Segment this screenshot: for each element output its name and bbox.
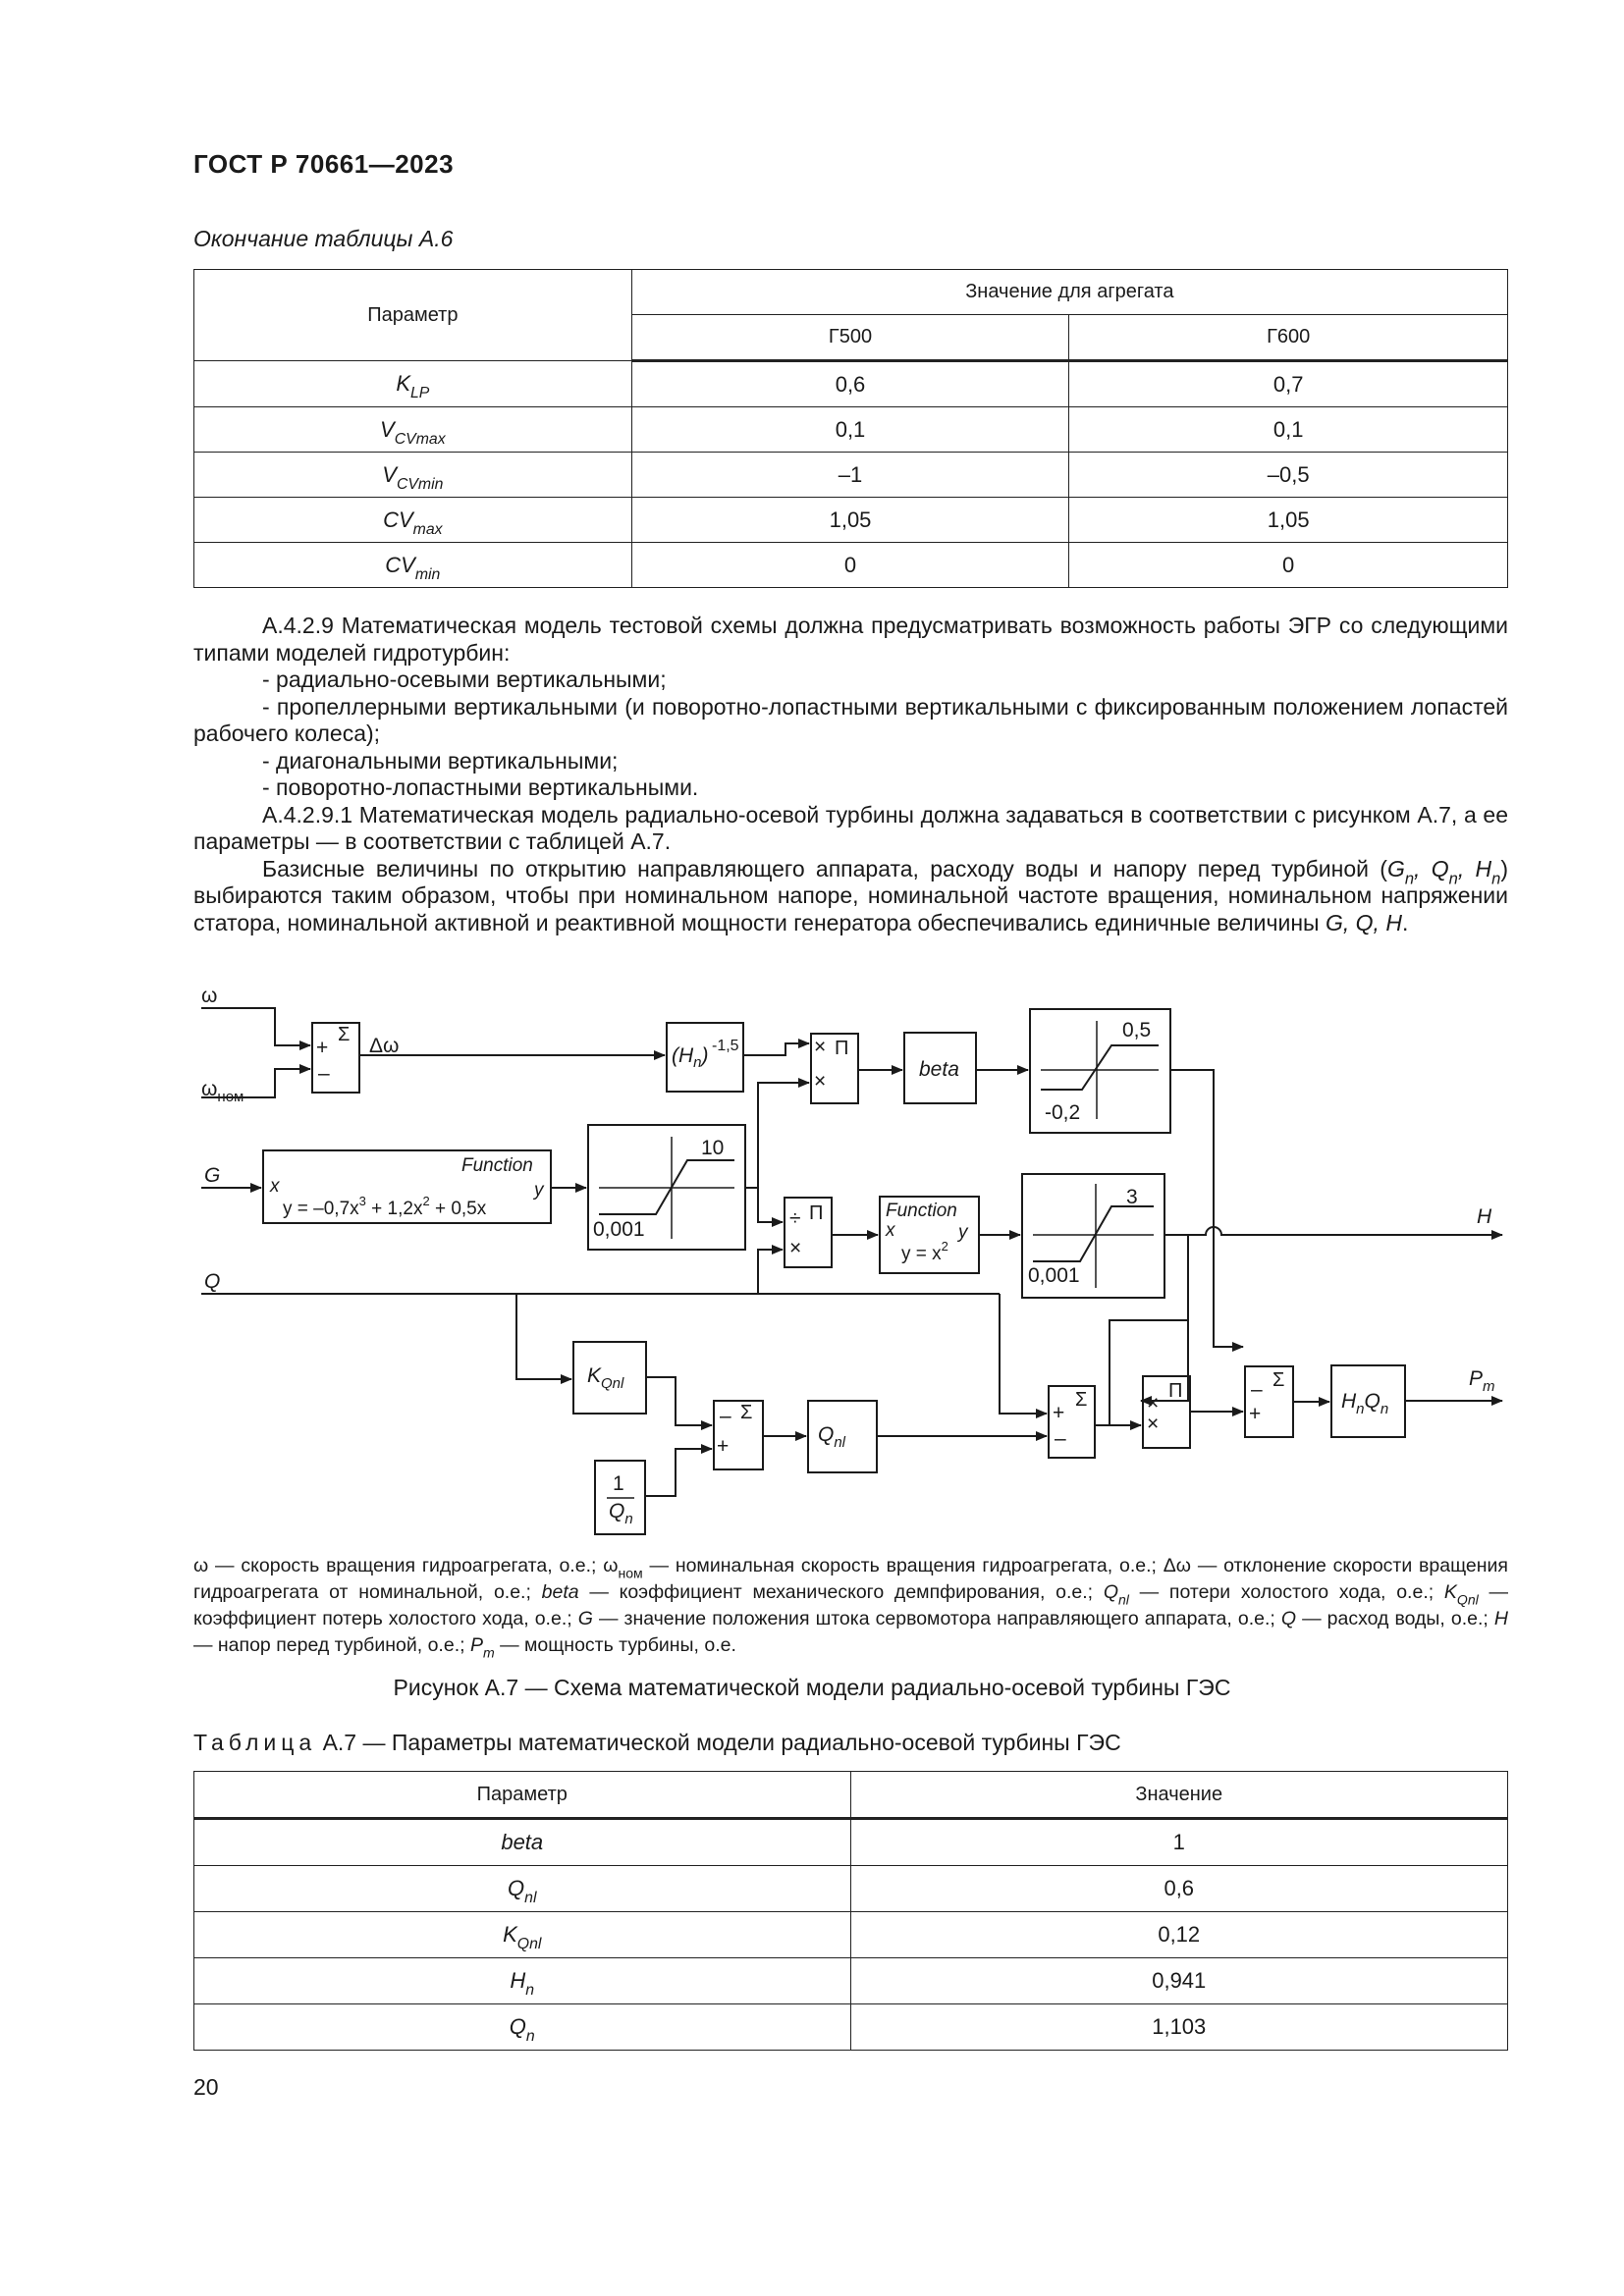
svg-text:×: ×	[1147, 1413, 1160, 1435]
svg-text:Qnl: $Q_{nl}$	[818, 1423, 846, 1451]
paragraph-base-values: Базисные величины по открытию направляющего аппарата, расходу воды и напору перед турбиной ($G_n$, $Q_n$, $H_n$) выбираются таким образом, чтобы при номинальном напоре, номинальной частоте вращения, номинальном напряжении статора, номинальной активной и реактивной мощности генератора обеспечивались единичные величины G, Q, H.	[193, 855, 1508, 935]
col-header-g500: Г500	[631, 315, 1069, 361]
svg-text:x: x	[270, 1176, 280, 1197]
svg-text:×: ×	[1147, 1392, 1160, 1415]
figure-legend: ω — скорость вращения гидроагрегата, о.е.; $\omega_{ном}$ — номинальная скорость вращения гидроагрегата, о.е.; Δω — отклонение скорости вращения гидроагрегата от номинальной, о.е.; beta — коэффициент механического демпфирования, о.е.; $Q_{nl}$ — потери холостого хода, о.е.; $K_{Qnl}$ — коэффициент потерь холостого хода, о.е.; G — значение положения штока сервомотора направляющего аппарата, о.е.; Q — расход воды, о.е.; H — напор перед турбиной, о.е.; $P_m$ — мощность турбины, о.е.	[193, 1555, 1509, 1661]
svg-text:Qn: $Q_n$	[609, 1500, 633, 1527]
omega-nom-label: $\omega_{ном}$	[201, 1078, 244, 1105]
svg-text:Π: Π	[1168, 1380, 1183, 1402]
omega-label: ω	[201, 985, 218, 1007]
svg-text:10: 10	[701, 1137, 725, 1159]
bullet-item: - радиально-осевыми вертикальными;	[262, 667, 667, 692]
col-header-param: Параметр	[194, 270, 632, 361]
svg-text:Σ: Σ	[1272, 1369, 1285, 1391]
g-input-label: G	[204, 1164, 221, 1187]
beta-label: beta	[919, 1058, 959, 1081]
table-row: $CV_{max}$ 1,05 1,05	[194, 498, 1508, 543]
sum-block-4	[1245, 1366, 1293, 1437]
omega-line	[201, 1008, 310, 1045]
svg-text:Π: Π	[835, 1038, 849, 1059]
svg-text:1: 1	[613, 1472, 624, 1495]
table-a7-caption: Таблица А.7 — Параметры математической модели радиально-осевой турбины ГЭС	[193, 1730, 1121, 1755]
svg-text:×: ×	[814, 1070, 827, 1093]
table-row: $V_{CVmax}$ 0,1 0,1	[194, 407, 1508, 453]
col-header-param: Параметр	[194, 1772, 851, 1819]
h-output-line	[1164, 1227, 1502, 1235]
svg-text:Σ: Σ	[1075, 1389, 1088, 1411]
svg-text:Function: Function	[461, 1155, 533, 1176]
svg-text:y: y	[534, 1180, 544, 1201]
h-output-label: H	[1477, 1205, 1492, 1228]
table-row: $K_{Qnl}$ 0,12	[194, 1912, 1508, 1958]
svg-text:+: +	[1249, 1403, 1262, 1425]
document-header: ГОСТ Р 70661—2023	[193, 149, 455, 179]
col-header-value-group: Значение для агрегата	[631, 270, 1507, 315]
svg-text:-1,5: -1,5	[712, 1038, 739, 1054]
table-row: $K_{LP}$ 0,6 0,7	[194, 361, 1508, 407]
table-row: $CV_{min}$ 0 0	[194, 543, 1508, 588]
table-continuation-caption: Окончание таблицы А.6	[193, 226, 454, 251]
svg-text:3: 3	[1126, 1186, 1138, 1208]
svg-text:x: x	[886, 1220, 895, 1241]
paragraph-a429: А.4.2.9 Математическая модель тестовой схемы должна предусматривать возможность работы ЭГР со следующими типами моделей гидротурбин:	[193, 613, 1508, 666]
bullet-item: - поворотно-лопастными вертикальными.	[262, 774, 699, 800]
col-header-g600: Г600	[1069, 315, 1508, 361]
svg-text:(Hn): $(H_n)$	[672, 1044, 709, 1071]
svg-text:Σ: Σ	[338, 1024, 351, 1045]
table-row: $V_{CVmin}$ –1 –0,5	[194, 453, 1508, 498]
saturation-curve-3	[1033, 1206, 1154, 1261]
svg-text:0,5: 0,5	[1122, 1019, 1152, 1041]
svg-text:+: +	[1053, 1402, 1065, 1424]
svg-text:+: +	[717, 1435, 730, 1458]
saturation-curve-1	[1041, 1045, 1159, 1090]
svg-text:–: –	[318, 1062, 330, 1085]
table-row: beta 1	[194, 1819, 1508, 1866]
svg-text:×: ×	[814, 1036, 827, 1058]
svg-text:Σ: Σ	[740, 1402, 753, 1423]
svg-text:Function: Function	[886, 1201, 957, 1221]
svg-text:y = x2: $y = x^2$	[901, 1239, 948, 1264]
pm-output-label: $P_m$	[1469, 1367, 1495, 1395]
bullet-item: - пропеллерными вертикальными (и поворотно-лопастными вертикальными с фиксированным положением лопастей рабочего колеса);	[193, 693, 1508, 746]
svg-text:+: +	[316, 1037, 329, 1059]
col-header-value: Значение	[850, 1772, 1508, 1819]
svg-text:y: y	[958, 1222, 968, 1243]
q-input-label: Q	[204, 1270, 221, 1293]
svg-text:–: –	[1055, 1427, 1066, 1450]
svg-text:Π: Π	[809, 1202, 824, 1224]
svg-text:-0,2: -0,2	[1045, 1101, 1081, 1124]
svg-text:–: –	[1251, 1378, 1263, 1401]
delta-omega-label: Δω	[369, 1035, 400, 1057]
bullet-item: - диагональными вертикальными;	[262, 747, 619, 774]
svg-text:–: –	[720, 1405, 731, 1427]
paragraph-a4291: А.4.2.9.1 Математическая модель радиально-осевой турбины должна задаваться в соответствии с рисунком А.7, а ее параметры — в соответствии с таблицей А.7.	[193, 801, 1508, 854]
svg-text:KQnl: $K_{Qnl}$	[587, 1364, 624, 1392]
table-row: $Q_n$ 1,103	[194, 2004, 1508, 2051]
svg-text:y = –0,7x3 + 1,2x2 + 0,5x: $y = -0,7x^3 + 1,2x^2 + 0,5x$	[283, 1194, 487, 1219]
parameters-table-a7	[193, 1771, 1508, 2051]
page-number: 20	[193, 2074, 219, 2100]
svg-text:×: ×	[789, 1237, 802, 1259]
svg-text:HnQn: $H_nQ_n$	[1341, 1390, 1389, 1417]
svg-text:0,001: 0,001	[593, 1218, 645, 1241]
svg-text:÷: ÷	[789, 1207, 801, 1230]
table-row: $H_n$ 0,941	[194, 1958, 1508, 2004]
figure-caption: Рисунок А.7 — Схема математической модели радиально-осевой турбины ГЭС	[393, 1675, 1231, 1700]
svg-text:0,001: 0,001	[1028, 1264, 1080, 1287]
table-row: $Q_{nl}$ 0,6	[194, 1866, 1508, 1912]
